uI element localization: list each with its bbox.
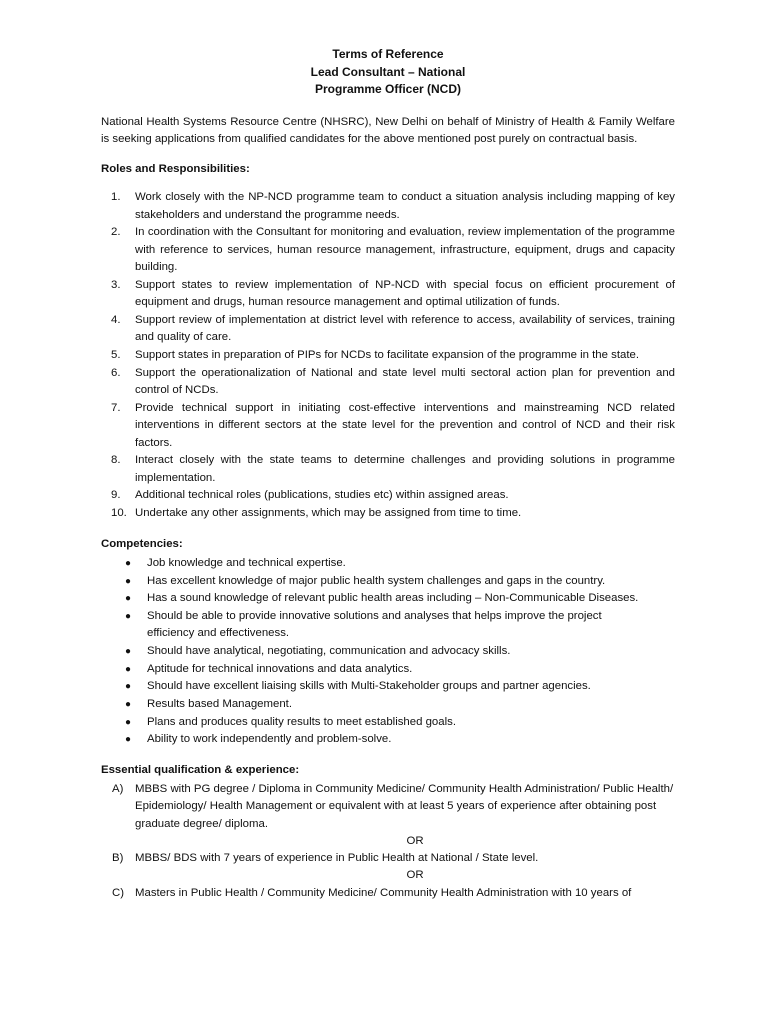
- bullet-icon: ●: [125, 593, 132, 605]
- item-text: Job knowledge and technical expertise.: [147, 556, 346, 569]
- list-item: [101, 781, 675, 833]
- list-item: [101, 277, 675, 312]
- list-item: [101, 714, 675, 731]
- item-label: B): [112, 852, 124, 865]
- item-text: MBBS with PG degree / Diploma in Community Medicine/ Community Health Administration/ Public Health/ Epidemiology/ Health Management or equivalent with at least 5 years of experience after obtaining post graduate degree/ diploma.: [135, 782, 674, 830]
- list-item: [101, 661, 675, 678]
- bullet-icon: ●: [125, 734, 132, 746]
- bullet-icon: ●: [125, 610, 132, 622]
- list-item: [101, 678, 675, 695]
- list-item: [101, 400, 675, 452]
- item-text: Interact closely with the state teams to determine challenges and providing solutions in programme implementation.: [135, 454, 675, 484]
- list-item: [101, 347, 675, 364]
- item-number: 8.: [111, 454, 121, 467]
- bullet-icon: ●: [125, 645, 132, 657]
- list-item: [101, 224, 675, 276]
- bullet-icon: ●: [125, 698, 132, 710]
- list-item: [101, 608, 675, 643]
- intro-paragraph: National Health Systems Resource Centre (NHSRC), New Delhi on behalf of Ministry of Health & Family Welfare is seeking applications from qualified candidates for the above mentioned post purely on contractual basis.: [101, 115, 675, 145]
- list-item: [101, 312, 675, 347]
- item-text: Aptitude for technical innovations and data analytics.: [147, 662, 413, 675]
- bullet-icon: ●: [125, 575, 132, 587]
- list-item: [101, 850, 675, 867]
- document-title: [101, 46, 675, 99]
- item-text: Provide technical support in initiating cost-effective interventions and mainstreaming NCD related interventions in different sectors at the state level for the prevention and control of NCD and their risk factors.: [135, 401, 675, 449]
- item-text: Undertake any other assignments, which may be assigned from time to time.: [135, 507, 522, 520]
- item-number: 5.: [111, 349, 121, 362]
- list-item: [101, 189, 675, 224]
- list-item: [101, 885, 675, 902]
- list-item: [101, 487, 675, 504]
- list-item: [101, 573, 675, 590]
- item-number: 1.: [111, 191, 121, 204]
- list-item: [101, 555, 675, 572]
- or-separator: OR: [406, 834, 424, 847]
- item-text: Additional technical roles (publications, studies etc) within assigned areas.: [135, 489, 509, 502]
- item-text: Plans and produces quality results to meet established goals.: [147, 715, 456, 728]
- qualifications-heading: Essential qualification & experience:: [101, 763, 300, 776]
- item-text: Masters in Public Health / Community Medicine/ Community Health Administration with 10 years of: [135, 886, 632, 899]
- roles-heading: Roles and Responsibilities:: [101, 163, 250, 176]
- item-number: 2.: [111, 226, 121, 239]
- item-text: Support states to review implementation of NP-NCD with special focus on efficient procurement of equipment and drugs, human resource management and optimal utilization of funds.: [135, 278, 675, 309]
- document-page: [101, 46, 675, 902]
- list-item: [101, 696, 675, 713]
- item-text: Support the operationalization of National and state level multi sectoral action plan for prevention and control of NCDs.: [135, 366, 675, 397]
- competencies-list: [101, 555, 675, 749]
- item-number: 10.: [111, 507, 127, 520]
- item-text: MBBS/ BDS with 7 years of experience in Public Health at National / State level.: [135, 852, 539, 865]
- title-line-1: Terms of Reference: [332, 47, 444, 61]
- bullet-icon: ●: [125, 557, 132, 569]
- or-separator: OR: [406, 869, 424, 882]
- item-text: Results based Management.: [147, 697, 292, 710]
- item-text: Has a sound knowledge of relevant public health areas including – Non-Communicable Diseases.: [147, 592, 639, 605]
- qualifications-list: [101, 781, 675, 902]
- bullet-icon: ●: [125, 663, 132, 675]
- competencies-heading: Competencies:: [101, 537, 183, 550]
- item-text: Ability to work independently and problem-solve.: [147, 733, 392, 746]
- item-text: Should have excellent liaising skills with Multi-Stakeholder groups and partner agencies.: [147, 680, 591, 693]
- item-text: Should be able to provide innovative solutions and analyses that helps improve the project efficiency and effectiveness.: [147, 609, 602, 640]
- list-item: [101, 505, 675, 522]
- item-text: In coordination with the Consultant for monitoring and evaluation, review implementation of the programme with reference to services, human resource management, infrastructure, equipment, drugs and capacity building.: [135, 226, 675, 274]
- bullet-icon: ●: [125, 716, 132, 728]
- list-item: [101, 452, 675, 487]
- item-label: C): [112, 886, 125, 899]
- item-text: Has excellent knowledge of major public health system challenges and gaps in the country.: [147, 574, 606, 587]
- item-text: Should have analytical, negotiating, communication and advocacy skills.: [147, 644, 511, 657]
- list-item: [101, 365, 675, 400]
- list-item: [101, 731, 675, 748]
- item-number: 6.: [111, 366, 121, 379]
- item-number: 3.: [111, 278, 121, 291]
- item-label: A): [112, 782, 124, 795]
- item-number: 7.: [111, 401, 121, 414]
- list-item: [101, 643, 675, 660]
- roles-list: [101, 189, 675, 522]
- item-number: 4.: [111, 313, 121, 326]
- item-text: Support states in preparation of PIPs for NCDs to facilitate expansion of the programme in the state.: [135, 349, 639, 362]
- list-item: [101, 590, 675, 607]
- item-text: Support review of implementation at district level with reference to access, availability of services, training and quality of care.: [135, 313, 675, 344]
- title-line-2: Lead Consultant – National: [310, 64, 466, 79]
- item-text: Work closely with the NP-NCD programme team to conduct a situation analysis including mapping of key stakeholders and understand the programme needs.: [135, 191, 675, 221]
- title-line-3: Programme Officer (NCD): [314, 82, 462, 96]
- bullet-icon: ●: [125, 681, 132, 693]
- item-number: 9.: [111, 489, 121, 502]
